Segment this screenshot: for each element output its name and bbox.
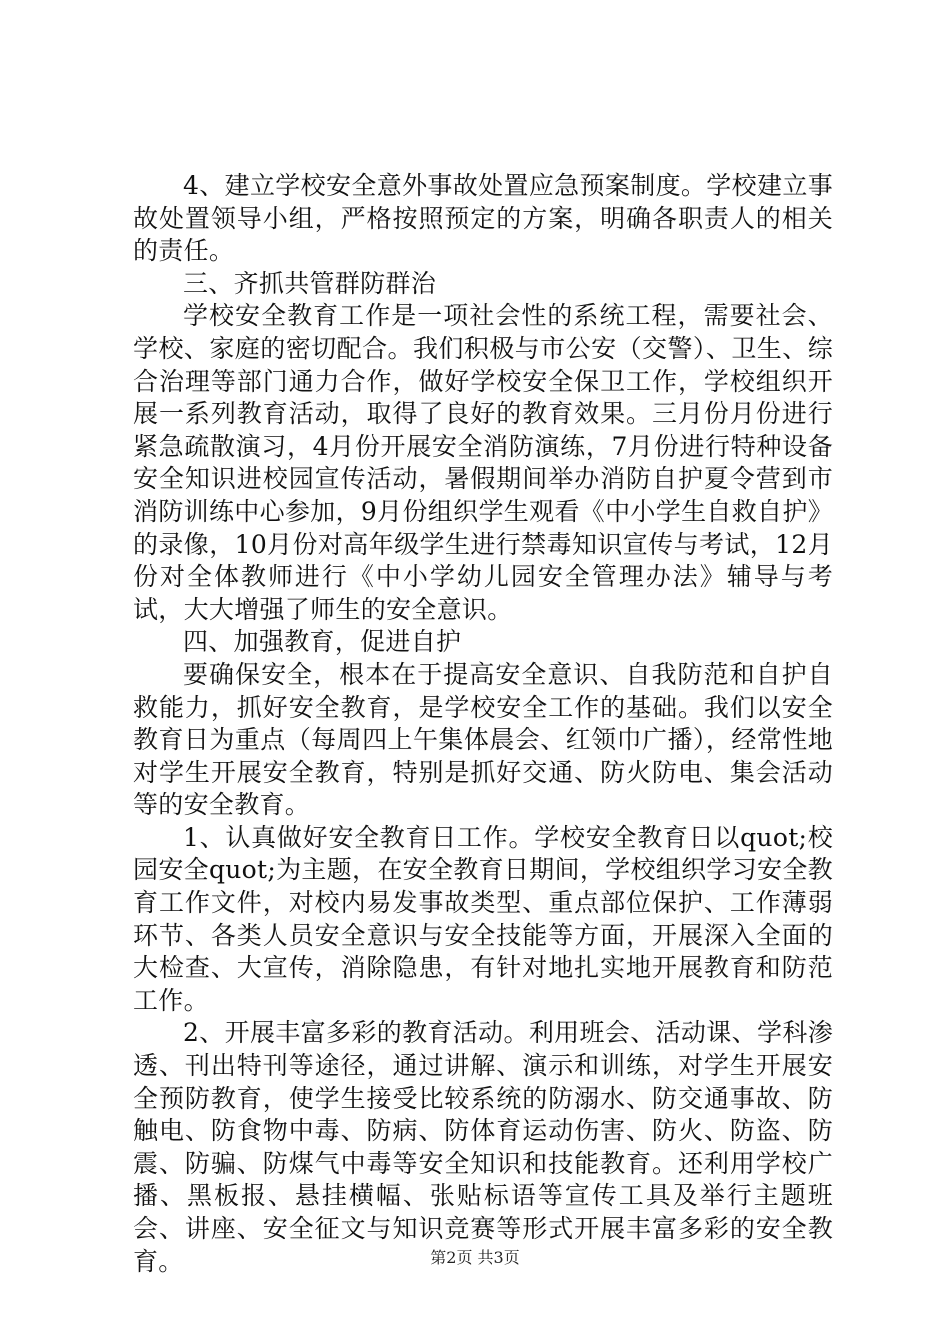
page-number-footer: 第2页 共3页	[430, 1248, 520, 1267]
section-heading-3: 三、齐抓共管群防群治	[183, 268, 437, 298]
paragraph-safety-education: 要确保安全，根本在于提高安全意识、自我防范和自护自救能力，抓好安全教育，是学校安全工作的基础。我们以安全教育日为重点（每周四上午集体晨会、红领巾广播），经常性地对学生开展安全教育，特别是抓好交通、防火防电、集会活动等的安全教育。	[133, 659, 833, 820]
document-body	[133, 170, 833, 1278]
paragraph-item4-emergency-plan: 4、建立学校安全意外事故处置应急预案制度。学校建立事故处置领导小组，严格按照预定的方案，明确各职责人的相关的责任。	[133, 171, 833, 266]
paragraph-joint-management: 学校安全教育工作是一项社会性的系统工程，需要社会、学校、家庭的密切配合。我们积极与市公安（交警）、卫生、综合治理等部门通力合作，做好学校安全保卫工作，学校组织开展一系列教育活动，取得了良好的教育效果。三月份月份进行紧急疏散演习，4月份开展安全消防演练，7月份进行特种设备安全知识进校园宣传活动，暑假期间举办消防自护夏令营到市消防训练中心参加，9月份组织学生观看《中小学生自救自护》的录像，10月份对高年级学生进行禁毒知识宣传与考试，12月份对全体教师进行《中小学幼儿园安全管理办法》辅导与考试，大大增强了师生的安全意识。	[133, 301, 833, 624]
section-heading-4: 四、加强教育，促进自护	[183, 627, 462, 657]
paragraph-item2-activities: 2、开展丰富多彩的教育活动。利用班会、活动课、学科渗透、刊出特刊等途径，通过讲解、演示和训练，对学生开展安全预防教育，使学生接受比较系统的防溺水、防交通事故、防触电、防食物中毒、防病、防体育运动伤害、防火、防盗、防震、防骗、防煤气中毒等安全知识和技能教育。还利用学校广播、黑板报、悬挂横幅、张贴标语等宣传工具及举行主题班会、讲座、安全征文与知识竞赛等形式开展丰富多彩的安全教育。	[133, 1018, 833, 1276]
paragraph-item1-education-day: 1、认真做好安全教育日工作。学校安全教育日以quot;校园安全quot;为主题，在安全教育日期间，学校组织学习安全教育工作文件，对校内易发事故类型、重点部位保护、工作薄弱环节、各类人员安全意识与安全技能等方面，开展深入全面的大检查、大宣传，消除隐患，有针对地扎实地开展教育和防范工作。	[133, 822, 833, 1015]
